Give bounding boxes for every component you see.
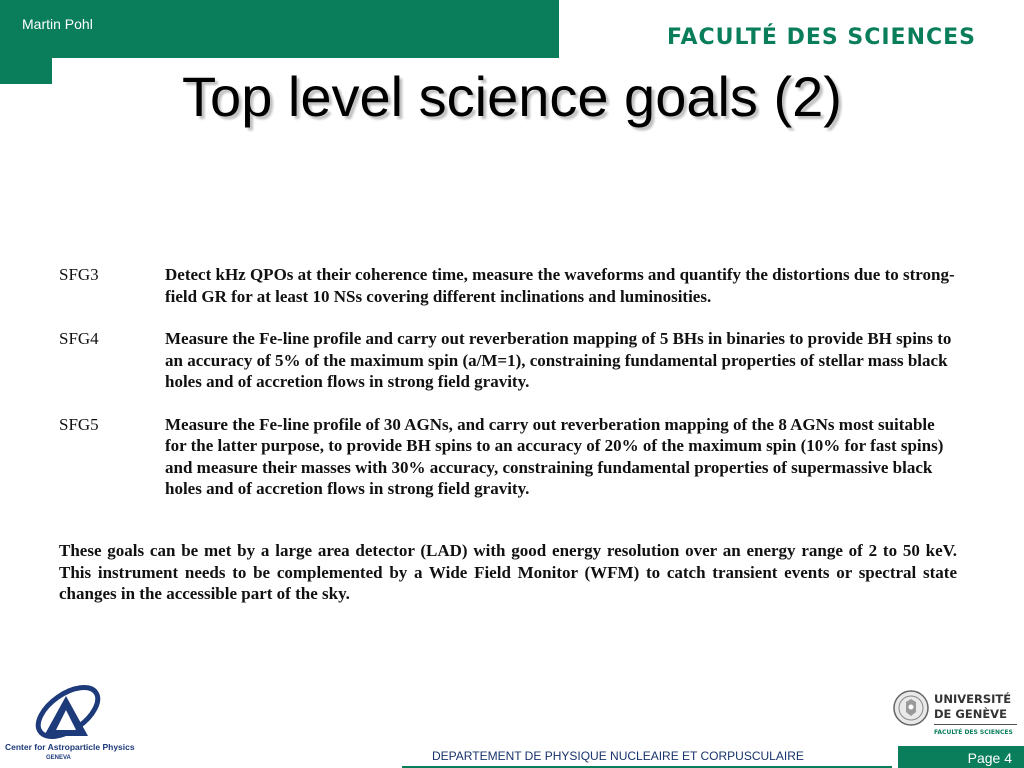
summary-paragraph: These goals can be met by a large area detector (LAD) with good energy resolution over an energy range of 2 to 50 keV. This instrument needs to be complemented by a Wide Field Monitor (WFM) to catch transient events or spectral state changes in the accessible part of the sky. xyxy=(59,541,957,603)
page-number-box xyxy=(898,746,1024,768)
goal-item xyxy=(59,414,959,500)
department-name: DEPARTEMENT DE PHYSIQUE NUCLEAIRE ET CORPUSCULAIRE xyxy=(432,749,804,763)
goal-id: SFG5 xyxy=(59,414,99,434)
cap-name: Center for Astroparticle Physics xyxy=(5,742,135,752)
university-name-line2: DE GENÈVE xyxy=(934,707,1007,721)
university-seal-icon xyxy=(893,690,929,726)
goal-text: Detect kHz QPOs at their coherence time, measure the waveforms and quantify the distortions due to strong-field GR for at least 10 NSs covering different inclinations and luminosities. xyxy=(165,265,955,306)
goal-item xyxy=(59,264,959,307)
goal-id: SFG3 xyxy=(59,265,99,284)
goal-id: SFG4 xyxy=(59,329,99,348)
goals-list xyxy=(59,264,959,521)
goal-text: Measure the Fe-line profile and carry out reverberation mapping of 5 BHs in binaries to provide BH spins to an accuracy of 5% of the maximum spin (a/M=1), constraining fundamental properties of stellar mass black holes and of accretion flows in strong field gravity. xyxy=(165,329,952,391)
cap-city: GENEVA xyxy=(46,755,71,761)
author-name: Martin Pohl xyxy=(22,16,93,32)
slide-title: Top level science goals (2) xyxy=(182,65,842,128)
university-faculty: FACULTÉ DES SCIENCES xyxy=(934,729,1013,736)
page-number: Page 4 xyxy=(967,750,1012,766)
goal-item xyxy=(59,328,959,393)
university-name-line1: UNIVERSITÉ xyxy=(934,692,1012,706)
faculty-name: FACULTÉ DES SCIENCES xyxy=(666,25,976,50)
unige-logo xyxy=(893,688,1021,742)
goal-text: Measure the Fe-line profile of 30 AGNs, and carry out reverberation mapping of the 8 AGNs most suitable for the latter purpose, to provide BH spins to an accuracy of 20% of the maximum spin (10% for fast spins) and measure their masses with 30% accuracy, constraining fundamental properties of supermassive black holes and of accretion flows in strong field gravity. xyxy=(165,414,944,498)
university-rule xyxy=(934,724,1017,725)
